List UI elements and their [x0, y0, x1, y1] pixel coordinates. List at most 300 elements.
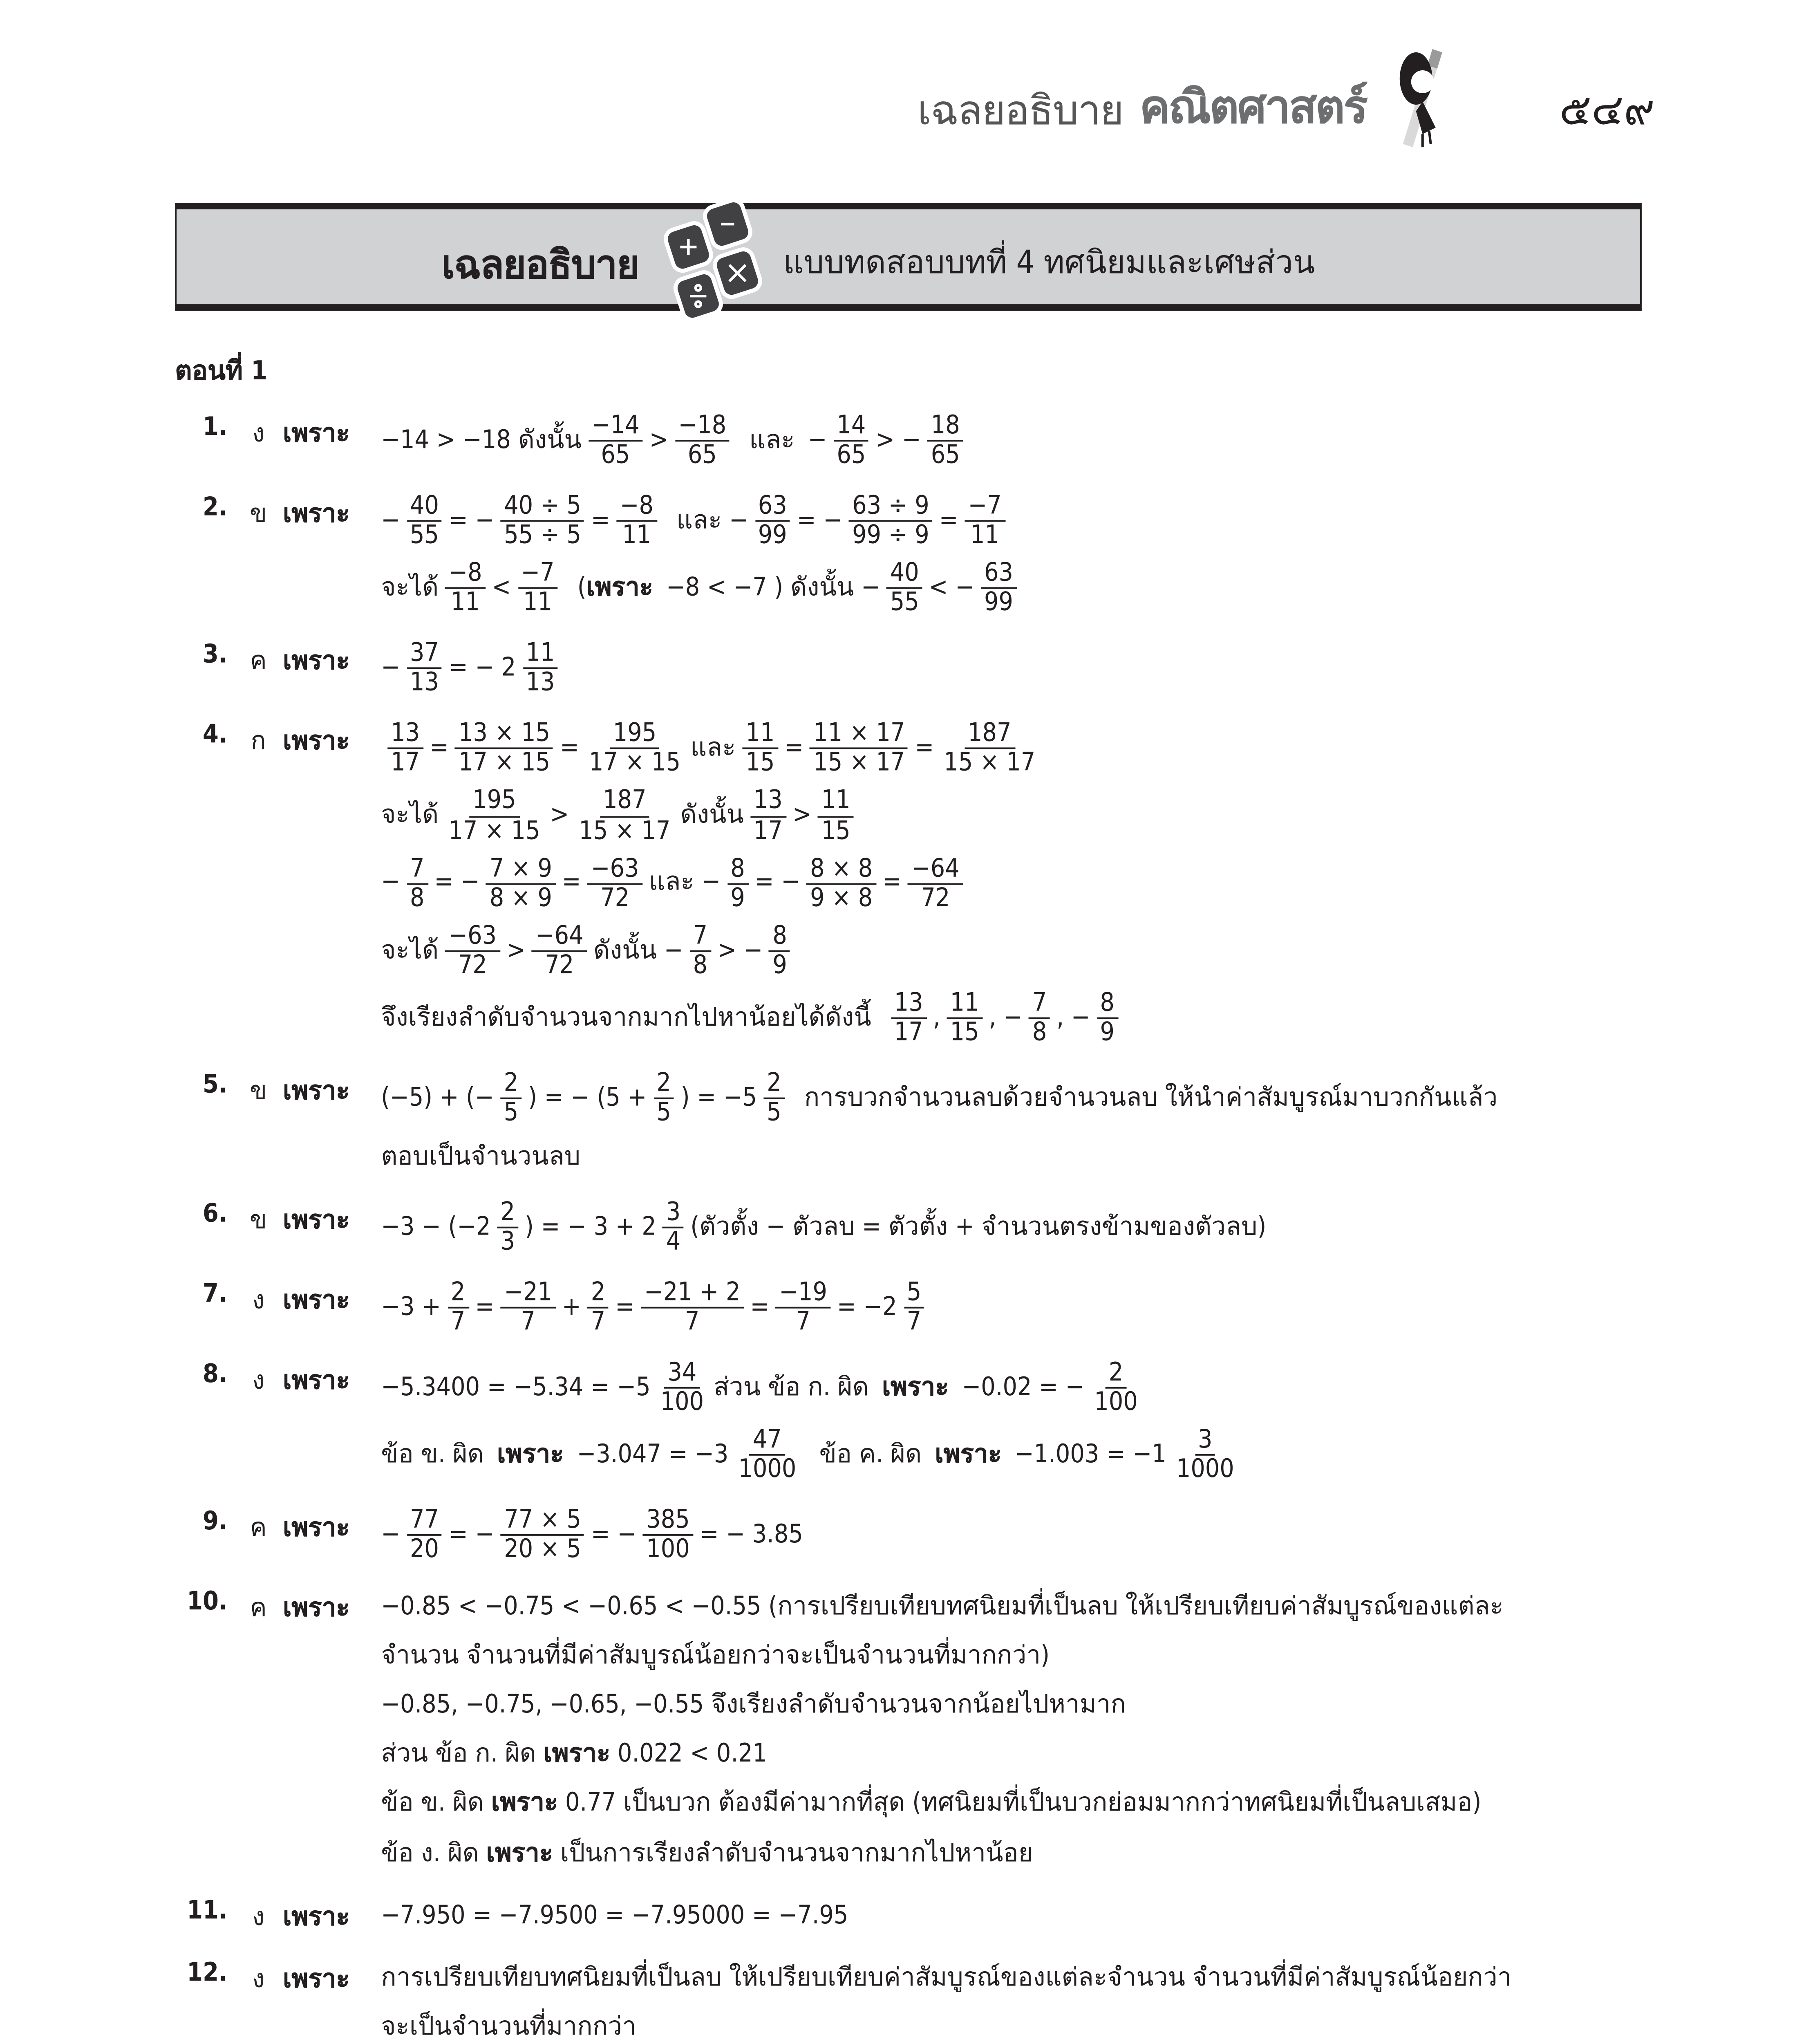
- question-number: 4.: [203, 720, 228, 750]
- text: > −: [717, 935, 763, 964]
- numerator: 11: [742, 720, 778, 750]
- denominator: 15 × 17: [813, 748, 905, 778]
- fraction: [763, 1069, 785, 1127]
- text: = − 3.85: [699, 1520, 803, 1549]
- question-number: 2.: [203, 492, 228, 522]
- numerator: −14: [588, 412, 643, 442]
- text: −1.003 = −1: [1014, 1439, 1166, 1469]
- denominator: 15: [821, 815, 850, 845]
- denominator: 7: [591, 1307, 606, 1337]
- denominator: 13: [526, 668, 555, 697]
- text: 0.022 < 0.21: [618, 1739, 768, 1769]
- fraction: [833, 412, 869, 469]
- page-header: [918, 46, 1655, 144]
- text: =: [882, 867, 902, 897]
- numerator: 11: [947, 989, 982, 1019]
- explanation-line: [381, 640, 1647, 697]
- text: =: [784, 733, 804, 763]
- text: −: [808, 425, 827, 455]
- answer-choice: ข: [249, 499, 267, 529]
- fraction: [486, 855, 555, 912]
- question-number: 9.: [203, 1507, 228, 1537]
- explanation-line: จำนวน จำนวนที่มีค่าสัมบูรณ์น้อยกว่าจะเป็นจำนวนที่มากกว่า): [381, 1641, 1050, 1671]
- question-number: 5.: [203, 1069, 228, 1099]
- explanation-line: [381, 1359, 1647, 1416]
- fraction: [849, 493, 933, 550]
- numerator: 3: [1195, 1427, 1216, 1456]
- question-number: 3.: [203, 640, 228, 670]
- fraction: [755, 493, 790, 550]
- because-label: เพราะ: [283, 1513, 350, 1543]
- denominator: 65: [687, 440, 717, 470]
- answer-choice: ค: [250, 646, 267, 676]
- answer-item: [175, 1587, 1647, 1882]
- explanation-line: [381, 922, 1647, 979]
- text: ข้อ ข. ผิด: [381, 1788, 484, 1818]
- text: = − 2: [448, 653, 516, 683]
- numerator: 5: [904, 1279, 925, 1309]
- explanation-line: [381, 1735, 1647, 1774]
- answer-item: [175, 1199, 1647, 1266]
- denominator: 13: [410, 668, 439, 697]
- because-keyword: เพราะ: [491, 1788, 558, 1818]
- banner-title: เฉลยอธิบาย: [441, 242, 639, 288]
- numerator: 7: [1029, 989, 1050, 1019]
- text: (ตัวตั้ง − ตัวลบ = ตัวตั้ง + จำนวนตรงข้ามของตัวลบ): [690, 1212, 1267, 1242]
- text: =: [750, 1292, 770, 1322]
- explanation-line: [381, 1833, 1647, 1872]
- fraction: [641, 1279, 743, 1336]
- numerator: 37: [407, 640, 442, 669]
- explanation-line: −0.85 < −0.75 < −0.65 < −0.55 (การเปรียบเทียบทศนิยมที่เป็นลบ ให้เปรียบเทียบค่าสัมบูรณ์ของแต่ละ: [381, 1592, 1504, 1622]
- denominator: 7: [906, 1307, 922, 1337]
- text: จะได้: [381, 800, 439, 830]
- fraction: [575, 787, 674, 845]
- explanation-line: [381, 560, 1647, 617]
- answer-item: [175, 1359, 1647, 1494]
- numerator: 40: [887, 560, 922, 589]
- answer-choice: ข: [249, 1205, 267, 1235]
- denominator: 7: [521, 1307, 535, 1337]
- text: −: [381, 505, 400, 535]
- text: (: [577, 572, 586, 602]
- text: เป็นการเรียงลำดับจำนวนจากมากไปหาน้อย: [560, 1838, 1034, 1867]
- fraction: [407, 493, 442, 550]
- because-keyword: เพราะ: [935, 1439, 1002, 1469]
- numerator: −63: [588, 855, 642, 884]
- fraction: [455, 720, 553, 778]
- text: = −: [591, 1520, 637, 1549]
- denominator: 20 × 5: [504, 1535, 581, 1564]
- numerator: 8 × 8: [807, 855, 876, 884]
- explanation-line: [381, 720, 1647, 778]
- denominator: 17 × 15: [589, 748, 681, 778]
- text: ดังนั้น: [680, 800, 744, 830]
- numerator: 13 × 15: [455, 720, 553, 750]
- fraction: [904, 1279, 925, 1336]
- numerator: 187: [600, 787, 650, 817]
- fraction: [810, 720, 908, 778]
- fraction: [981, 560, 1016, 617]
- denominator: 17: [894, 1017, 923, 1047]
- explanation-line: [381, 989, 1647, 1047]
- numerator: 40: [407, 493, 442, 522]
- text: = −: [448, 505, 495, 535]
- fraction: [947, 989, 982, 1047]
- denominator: 9 × 8: [810, 882, 873, 912]
- denominator: 9: [730, 882, 745, 912]
- numerator: −8: [445, 560, 485, 589]
- numerator: 2: [588, 1279, 609, 1309]
- explanation-line: การเปรียบเทียบทศนิยมที่เป็นลบ ให้เปรียบเทียบค่าสัมบูรณ์ของแต่ละจำนวน จำนวนที่มีค่าสัมบูรณ์น้อยกว่า: [381, 1962, 1512, 1992]
- text: >: [649, 425, 669, 455]
- fraction: [588, 412, 643, 469]
- text: (−5) + (−: [381, 1082, 494, 1112]
- text: < −: [929, 572, 975, 602]
- answer-item: [175, 1279, 1647, 1346]
- numerator: 7 × 9: [486, 855, 555, 884]
- denominator: 55 ÷ 5: [504, 520, 581, 550]
- fraction: [1097, 989, 1118, 1047]
- fraction: [750, 787, 786, 845]
- fraction: [501, 493, 584, 550]
- explanation-line: [381, 787, 1647, 845]
- because-label: เพราะ: [283, 1285, 350, 1315]
- because-label: เพราะ: [283, 1076, 350, 1105]
- numerator: 11: [522, 640, 558, 669]
- answer-item: [175, 640, 1647, 707]
- explanation-line: [381, 1069, 1647, 1127]
- text: ) = −5: [680, 1082, 757, 1112]
- fraction: [653, 1069, 674, 1127]
- denominator: 17: [391, 748, 420, 778]
- numerator: 40 ÷ 5: [501, 493, 584, 522]
- text: = −: [448, 1520, 495, 1549]
- answer-choice: ง: [252, 1963, 265, 1993]
- denominator: 15 × 17: [579, 815, 671, 845]
- answer-choice: ง: [252, 1901, 265, 1931]
- denominator: 15 × 17: [944, 748, 1036, 778]
- header-subtitle: เฉลยอธิบาย: [917, 87, 1123, 134]
- numerator: 3: [663, 1199, 684, 1228]
- student-with-pencil-icon: [1383, 46, 1464, 150]
- fraction: [532, 922, 587, 979]
- fraction: [517, 560, 557, 617]
- text: +: [562, 1292, 581, 1322]
- fraction: [1173, 1427, 1238, 1484]
- fraction: [522, 640, 558, 697]
- text: การบวกจำนวนลบด้วยจำนวนลบ ให้นำค่าสัมบูรณ์มาบวกกันแล้ว: [804, 1082, 1498, 1112]
- because-keyword: เพราะ: [586, 572, 653, 602]
- fraction: [588, 1279, 609, 1336]
- denominator: 99: [758, 520, 787, 550]
- because-label: เพราะ: [283, 419, 350, 448]
- fraction: [1091, 1359, 1141, 1416]
- text: ส่วน ข้อ ก. ผิด: [381, 1739, 536, 1769]
- page-number: ๕๔๙: [1559, 87, 1655, 136]
- text: −0.02 = −: [962, 1372, 1085, 1402]
- numerator: 13: [891, 989, 927, 1019]
- fraction: [445, 560, 485, 617]
- text: ข้อ ง. ผิด: [381, 1838, 479, 1867]
- denominator: 55: [410, 520, 439, 550]
- text: =: [939, 505, 958, 535]
- explanation-line: ตอบเป็นจำนวนลบ: [381, 1141, 581, 1171]
- text: =: [591, 505, 610, 535]
- question-number: 12.: [187, 1957, 228, 1987]
- numerator: 77 × 5: [501, 1507, 584, 1536]
- text: = −: [797, 505, 843, 535]
- numerator: 34: [664, 1359, 700, 1389]
- answer-choice: ง: [252, 1366, 265, 1396]
- numerator: 63: [755, 493, 790, 522]
- fraction: [769, 922, 790, 979]
- text: =: [560, 733, 579, 763]
- because-label: เพราะ: [283, 1901, 350, 1931]
- denominator: 8: [693, 950, 708, 979]
- denominator: 17 × 15: [459, 748, 551, 778]
- text: =: [475, 1292, 495, 1322]
- text: และ −: [676, 505, 748, 535]
- text: −: [381, 867, 400, 897]
- text: >: [792, 800, 812, 830]
- text: −3.047 = −3: [577, 1439, 729, 1469]
- fraction: [387, 720, 423, 778]
- fraction: [818, 787, 854, 845]
- denominator: 99: [984, 587, 1014, 617]
- explanation-line: จะเป็นจำนวนที่มากกว่า: [381, 2011, 636, 2041]
- fraction: [908, 855, 963, 912]
- because-label: เพราะ: [283, 1366, 350, 1396]
- text: ,: [933, 1002, 940, 1032]
- answer-item: [175, 720, 1647, 1056]
- because-keyword: เพราะ: [543, 1739, 611, 1769]
- text: −14 > −18 ดังนั้น: [381, 425, 582, 455]
- fraction: [501, 1279, 555, 1336]
- fraction: [445, 787, 543, 845]
- math-operators-icon: [662, 199, 763, 324]
- denominator: 1000: [1176, 1454, 1234, 1484]
- denominator: 7: [796, 1307, 810, 1337]
- answer-item: [175, 1957, 1647, 2044]
- denominator: 11: [523, 587, 553, 617]
- answer-item: [175, 412, 1647, 479]
- text: > −: [875, 425, 921, 455]
- text: 0.77 เป็นบวก ต้องมีค่ามากที่สุด (ทศนิยมที่เป็นบวกย่อมมากกว่าทศนิยมที่เป็นลบเสมอ): [565, 1788, 1482, 1818]
- numerator: 13: [387, 720, 423, 750]
- numerator: 63: [981, 560, 1016, 589]
- text: =: [915, 733, 934, 763]
- text: −3 − (−2: [381, 1212, 491, 1242]
- denominator: 100: [646, 1535, 690, 1564]
- fraction: [407, 1507, 442, 1564]
- numerator: −21: [501, 1279, 555, 1309]
- text: =: [615, 1292, 635, 1322]
- numerator: 2: [653, 1069, 674, 1099]
- denominator: 65: [601, 440, 630, 470]
- denominator: 72: [921, 882, 950, 912]
- question-number: 1.: [203, 412, 228, 442]
- because-label: เพราะ: [283, 1594, 350, 1623]
- numerator: 2: [448, 1279, 469, 1309]
- because-keyword: เพราะ: [882, 1372, 949, 1402]
- numerator: −7: [517, 560, 557, 589]
- because-label: เพราะ: [283, 499, 350, 529]
- denominator: 17: [753, 815, 783, 845]
- numerator: −8: [617, 493, 657, 522]
- answer-choice: ข: [249, 1076, 267, 1105]
- question-number: 7.: [203, 1279, 228, 1309]
- text: −: [381, 1520, 400, 1549]
- explanation-line: [381, 1784, 1647, 1823]
- denominator: 100: [660, 1387, 704, 1417]
- fraction: [657, 1359, 707, 1416]
- explanation-line: −7.950 = −7.9500 = −7.95000 = −7.95: [381, 1900, 848, 1930]
- text: = −2: [837, 1292, 897, 1322]
- text: และ: [749, 425, 795, 455]
- explanation-line: [381, 855, 1647, 912]
- fraction: [940, 720, 1038, 778]
- numerator: 195: [610, 720, 660, 750]
- explanation-line: [381, 1199, 1647, 1256]
- numerator: 187: [965, 720, 1015, 750]
- fraction: [501, 1069, 522, 1127]
- fraction: [445, 922, 500, 979]
- numerator: 11: [818, 787, 854, 817]
- fraction: [807, 855, 876, 912]
- numerator: 7: [690, 922, 711, 951]
- numerator: −7: [965, 493, 1005, 522]
- fraction: [663, 1199, 684, 1256]
- explanation-line: [381, 412, 1647, 469]
- numerator: 47: [750, 1427, 785, 1456]
- text: >: [550, 800, 569, 830]
- fraction: [928, 412, 963, 469]
- numerator: 77: [407, 1507, 442, 1536]
- text: = −: [754, 867, 801, 897]
- fraction: [501, 1507, 584, 1564]
- because-keyword: เพราะ: [486, 1838, 553, 1867]
- denominator: 100: [1094, 1387, 1138, 1417]
- numerator: −19: [776, 1279, 830, 1309]
- fraction: [407, 640, 442, 697]
- fraction: [776, 1279, 830, 1336]
- denominator: 72: [600, 882, 630, 912]
- because-keyword: เพราะ: [497, 1439, 564, 1469]
- numerator: −18: [675, 412, 730, 442]
- fraction: [742, 720, 778, 778]
- explanation-line: [381, 1507, 1647, 1564]
- fraction: [675, 412, 730, 469]
- because-label: เพราะ: [283, 726, 350, 756]
- text: , −: [989, 1002, 1023, 1032]
- numerator: 2: [763, 1069, 785, 1099]
- explanation-line: [381, 1279, 1647, 1336]
- fraction: [727, 855, 748, 912]
- text: >: [506, 935, 526, 964]
- denominator: 8: [410, 882, 425, 912]
- text: −5.3400 = −5.34 = −5: [381, 1372, 651, 1402]
- denominator: 8 × 9: [489, 882, 552, 912]
- fraction: [407, 855, 428, 912]
- answer-item: [175, 1069, 1647, 1186]
- text: −8 < −7 ) ดังนั้น −: [666, 572, 880, 602]
- answer-choice: ง: [252, 419, 265, 448]
- text: และ: [690, 733, 736, 763]
- denominator: 7: [450, 1307, 465, 1337]
- denominator: 5: [767, 1097, 781, 1127]
- denominator: 20: [410, 1535, 439, 1564]
- fraction: [497, 1199, 519, 1256]
- fraction: [588, 855, 642, 912]
- because-label: เพราะ: [283, 1205, 350, 1235]
- fraction: [617, 493, 657, 550]
- numerator: 2: [497, 1199, 519, 1228]
- question-number: 8.: [203, 1359, 228, 1389]
- denominator: 3: [500, 1226, 515, 1256]
- banner-subtitle: แบบทดสอบบทที่ 4 ทศนิยมและเศษส่วน: [783, 244, 1315, 282]
- denominator: 9: [772, 950, 787, 979]
- fraction: [643, 1507, 693, 1564]
- numerator: 385: [643, 1507, 693, 1536]
- numerator: 8: [769, 922, 790, 951]
- text: ข้อ ข. ผิด: [381, 1439, 484, 1469]
- fraction: [891, 989, 927, 1047]
- numerator: 13: [750, 787, 786, 817]
- numerator: −64: [908, 855, 963, 884]
- numerator: −64: [532, 922, 587, 951]
- denominator: 15: [745, 748, 775, 778]
- answer-item: [175, 493, 1647, 627]
- denominator: 8: [1032, 1017, 1047, 1047]
- denominator: 17 × 15: [448, 815, 540, 845]
- numerator: 11 × 17: [810, 720, 908, 750]
- header-subject: คณิตศาสตร์: [1139, 80, 1367, 134]
- numerator: −63: [445, 922, 500, 951]
- denominator: 65: [931, 440, 960, 470]
- text: =: [430, 733, 449, 763]
- text: ดังนั้น −: [593, 935, 683, 964]
- fraction: [1029, 989, 1050, 1047]
- fraction: [690, 922, 711, 979]
- text: ) = − 3 + 2: [525, 1212, 656, 1242]
- text: −: [381, 653, 400, 683]
- answer-choice: ง: [252, 1285, 265, 1315]
- denominator: 9: [1100, 1017, 1115, 1047]
- because-label: เพราะ: [283, 646, 350, 676]
- denominator: 55: [890, 587, 919, 617]
- text: และ −: [649, 867, 721, 897]
- text: <: [492, 572, 511, 602]
- text: = −: [434, 867, 480, 897]
- text: ส่วน ข้อ ก. ผิด: [714, 1372, 869, 1402]
- fraction: [735, 1427, 799, 1484]
- denominator: 11: [450, 587, 480, 617]
- denominator: 1000: [738, 1454, 797, 1484]
- text: =: [562, 867, 581, 897]
- fraction: [586, 720, 684, 778]
- denominator: 4: [666, 1226, 681, 1256]
- text: จึงเรียงลำดับจำนวนจากมากไปหาน้อยได้ดังนี้: [381, 1002, 871, 1032]
- fraction: [887, 560, 922, 617]
- text: −3 +: [381, 1292, 441, 1322]
- text: จะได้: [381, 572, 439, 602]
- explanation-line: [381, 493, 1647, 550]
- text: จะได้: [381, 935, 439, 964]
- numerator: 63 ÷ 9: [849, 493, 933, 522]
- part-label: ตอนที่ 1: [175, 355, 268, 386]
- denominator: 72: [458, 950, 487, 979]
